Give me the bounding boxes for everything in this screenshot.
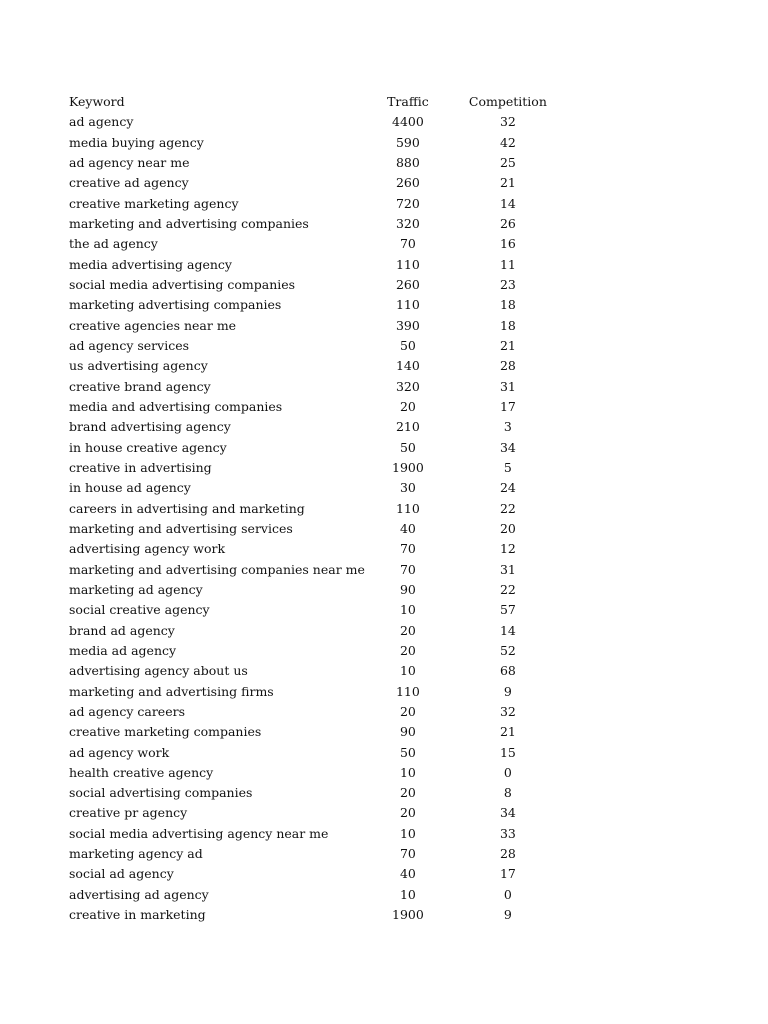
cell-keyword: media and advertising companies (69, 398, 283, 414)
table-row (66, 682, 565, 702)
table-row (66, 438, 565, 458)
cell-competition: 34 (499, 805, 516, 821)
cell-keyword: health creative agency (69, 764, 214, 780)
table-row (66, 580, 565, 600)
table-row (66, 336, 565, 356)
cell-traffic: 140 (395, 358, 420, 374)
cell-traffic: 260 (395, 276, 420, 292)
cell-traffic: 50 (399, 744, 416, 760)
cell-keyword: the ad agency (69, 236, 158, 252)
cell-keyword: marketing advertising companies (69, 297, 282, 313)
table-row (66, 356, 565, 376)
cell-competition: 28 (499, 846, 516, 862)
cell-keyword: brand advertising agency (69, 419, 231, 435)
cell-competition: 28 (499, 358, 516, 374)
cell-traffic: 10 (399, 764, 416, 780)
table-row (66, 153, 565, 173)
cell-competition: 17 (499, 866, 516, 882)
cell-keyword: social ad agency (69, 866, 174, 882)
table-row (66, 641, 565, 661)
cell-traffic: 260 (395, 175, 420, 191)
table-row (66, 499, 565, 519)
table-row (66, 316, 565, 336)
table-row (66, 783, 565, 803)
cell-competition: 18 (499, 317, 516, 333)
cell-competition: 68 (499, 663, 516, 679)
cell-traffic: 40 (399, 866, 416, 882)
cell-traffic: 1900 (392, 459, 424, 475)
cell-keyword: us advertising agency (69, 358, 208, 374)
cell-competition: 17 (499, 398, 516, 414)
cell-traffic: 70 (399, 561, 416, 577)
cell-traffic: 70 (399, 236, 416, 252)
cell-keyword: creative marketing agency (69, 195, 239, 211)
cell-competition: 12 (499, 541, 516, 557)
cell-competition: 3 (503, 419, 512, 435)
table-row (66, 743, 565, 763)
table-row (66, 194, 565, 214)
cell-competition: 21 (499, 175, 516, 191)
table-row (66, 173, 565, 193)
cell-competition: 21 (499, 337, 516, 353)
table-row (66, 458, 565, 478)
cell-competition: 0 (503, 764, 512, 780)
keyword-table (66, 92, 565, 925)
table-row (66, 600, 565, 620)
cell-traffic: 720 (395, 195, 420, 211)
cell-traffic: 50 (399, 337, 416, 353)
cell-keyword: creative agencies near me (69, 317, 237, 333)
table-row (66, 519, 565, 539)
cell-competition: 32 (499, 114, 516, 130)
cell-competition: 24 (499, 480, 516, 496)
cell-keyword: advertising ad agency (69, 886, 209, 902)
table-row (66, 844, 565, 864)
cell-traffic: 590 (395, 134, 420, 150)
table-row (66, 885, 565, 905)
cell-traffic: 110 (395, 500, 420, 516)
cell-competition: 16 (499, 236, 516, 252)
cell-keyword: in house creative agency (69, 439, 227, 455)
cell-keyword: marketing and advertising services (69, 520, 293, 536)
cell-traffic: 10 (399, 602, 416, 618)
table-row (66, 133, 565, 153)
cell-keyword: marketing agency ad (69, 846, 203, 862)
cell-competition: 25 (499, 154, 516, 170)
cell-competition: 57 (499, 602, 516, 618)
cell-traffic: 20 (399, 805, 416, 821)
cell-competition: 34 (499, 439, 516, 455)
cell-competition: 11 (499, 256, 516, 272)
table-row (66, 214, 565, 234)
cell-competition: 32 (499, 703, 516, 719)
table-row (66, 478, 565, 498)
cell-keyword: marketing and advertising firms (69, 683, 274, 699)
header-competition: Competition (468, 94, 547, 109)
cell-keyword: marketing and advertising companies near me (69, 561, 365, 577)
table-row (66, 763, 565, 783)
cell-keyword: media ad agency (69, 642, 177, 658)
table-row (66, 702, 565, 722)
cell-traffic: 110 (395, 683, 420, 699)
header-keyword: Keyword (69, 94, 125, 109)
cell-traffic: 20 (399, 622, 416, 638)
cell-traffic: 10 (399, 663, 416, 679)
cell-keyword: advertising agency work (69, 541, 226, 557)
table-row (66, 255, 565, 275)
header-traffic: Traffic (387, 94, 429, 109)
table-row (66, 377, 565, 397)
cell-traffic: 70 (399, 541, 416, 557)
cell-traffic: 1900 (392, 907, 424, 923)
cell-traffic: 90 (399, 581, 416, 597)
cell-competition: 14 (499, 195, 516, 211)
cell-competition: 8 (503, 785, 512, 801)
cell-competition: 15 (499, 744, 516, 760)
cell-traffic: 70 (399, 846, 416, 862)
table-row (66, 234, 565, 254)
cell-keyword: brand ad agency (69, 622, 175, 638)
cell-competition: 31 (499, 561, 516, 577)
table-body (66, 112, 565, 925)
cell-keyword: social media advertising companies (69, 276, 296, 292)
cell-traffic: 4400 (392, 114, 424, 130)
cell-keyword: creative in advertising (69, 459, 212, 475)
table-row (66, 864, 565, 884)
cell-traffic: 10 (399, 825, 416, 841)
table-row (66, 112, 565, 132)
cell-keyword: social media advertising agency near me (69, 825, 329, 841)
table-row (66, 539, 565, 559)
cell-competition: 42 (499, 134, 516, 150)
table-row (66, 417, 565, 437)
table-header-row (66, 92, 565, 112)
cell-competition: 22 (499, 500, 516, 516)
cell-keyword: ad agency services (69, 337, 190, 353)
cell-keyword: creative ad agency (69, 175, 189, 191)
cell-traffic: 40 (399, 520, 416, 536)
table-row (66, 275, 565, 295)
table-row (66, 905, 565, 925)
cell-competition: 21 (499, 724, 516, 740)
cell-competition: 20 (499, 520, 516, 536)
cell-competition: 18 (499, 297, 516, 313)
cell-competition: 5 (503, 459, 512, 475)
cell-competition: 33 (499, 825, 516, 841)
table-row (66, 722, 565, 742)
cell-traffic: 110 (395, 256, 420, 272)
cell-competition: 22 (499, 581, 516, 597)
cell-traffic: 20 (399, 785, 416, 801)
cell-traffic: 90 (399, 724, 416, 740)
cell-traffic: 10 (399, 886, 416, 902)
cell-competition: 9 (503, 683, 512, 699)
cell-keyword: ad agency (69, 114, 134, 130)
table-row (66, 397, 565, 417)
cell-traffic: 20 (399, 703, 416, 719)
cell-keyword: ad agency careers (69, 703, 185, 719)
table-row (66, 295, 565, 315)
table-row (66, 661, 565, 681)
cell-traffic: 110 (395, 297, 420, 313)
cell-keyword: marketing and advertising companies (69, 215, 309, 231)
cell-traffic: 20 (399, 398, 416, 414)
cell-traffic: 390 (395, 317, 420, 333)
cell-traffic: 320 (395, 215, 420, 231)
cell-keyword: creative brand agency (69, 378, 211, 394)
cell-traffic: 20 (399, 642, 416, 658)
cell-keyword: ad agency work (69, 744, 170, 760)
table-row (66, 803, 565, 823)
cell-keyword: creative in marketing (69, 907, 206, 923)
cell-keyword: creative pr agency (69, 805, 188, 821)
table-row (66, 621, 565, 641)
cell-keyword: media buying agency (69, 134, 204, 150)
cell-keyword: marketing ad agency (69, 581, 203, 597)
cell-keyword: in house ad agency (69, 480, 191, 496)
cell-competition: 31 (499, 378, 516, 394)
cell-keyword: creative marketing companies (69, 724, 262, 740)
cell-traffic: 320 (395, 378, 420, 394)
cell-traffic: 50 (399, 439, 416, 455)
cell-competition: 9 (503, 907, 512, 923)
table-row (66, 560, 565, 580)
cell-traffic: 30 (399, 480, 416, 496)
cell-keyword: media advertising agency (69, 256, 232, 272)
cell-traffic: 880 (395, 154, 420, 170)
cell-traffic: 210 (395, 419, 420, 435)
cell-keyword: social advertising companies (69, 785, 253, 801)
cell-competition: 14 (499, 622, 516, 638)
cell-competition: 23 (499, 276, 516, 292)
table-row (66, 824, 565, 844)
cell-keyword: ad agency near me (69, 154, 190, 170)
cell-competition: 26 (499, 215, 516, 231)
cell-keyword: social creative agency (69, 602, 210, 618)
cell-keyword: advertising agency about us (69, 663, 248, 679)
cell-competition: 52 (499, 642, 516, 658)
cell-keyword: careers in advertising and marketing (69, 500, 305, 516)
cell-competition: 0 (503, 886, 512, 902)
